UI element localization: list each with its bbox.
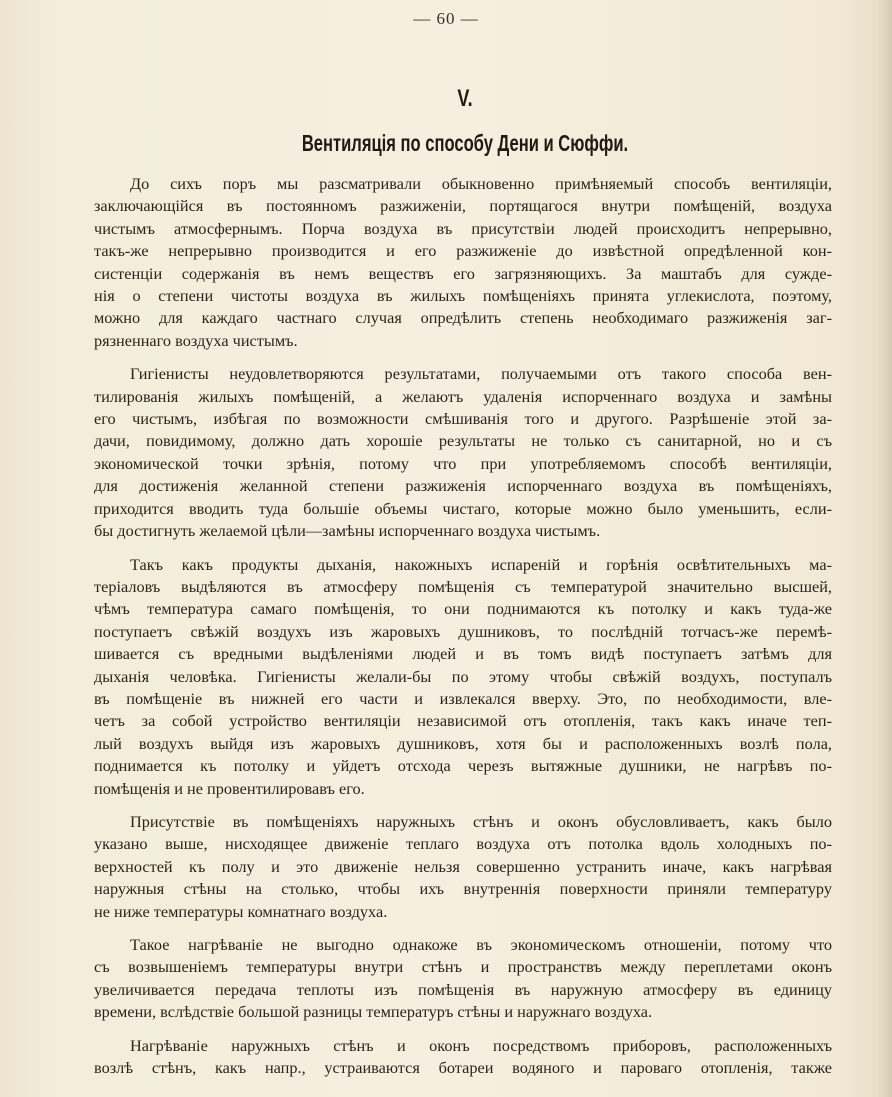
- text-line: помѣщенія и не провентилировавъ его.: [94, 778, 365, 798]
- text-line: рязненнаго воздуха чистымъ.: [94, 330, 298, 350]
- text-line: Такъ какъ продукты дыханія, накожныхъ испареній и горѣнія освѣтительныхъ ма-: [130, 554, 832, 574]
- paragraph: [94, 811, 832, 923]
- page-edge-shadow: [878, 0, 892, 1097]
- text-line: бы достигнуть желаемой цѣли—замѣны испорченнаго воздуха чистымъ.: [94, 521, 601, 541]
- text-line: съ возвышеніемъ температуры внутри стѣнъ и пространствъ между переплетами оконъ: [94, 957, 832, 977]
- text-line: лый воздухъ выйдя изъ жаровыхъ душниковъ, хотя бы и расположенныхъ возлѣ пола,: [94, 733, 832, 753]
- text-line: такъ-же непрерывно производится и его разжиженіе до извѣстной опредѣленной кон-: [94, 241, 832, 261]
- text-line: можно для каждаго частнаго случая опредѣлить степень необходимаго разжиженія заг-: [94, 308, 832, 328]
- body-text: [94, 173, 832, 1090]
- chapter-title: Вентиляція по способу Дени и Сюффи.: [301, 130, 629, 156]
- chapter-number: V.: [457, 85, 473, 112]
- text-line: систенціи содержанія въ немъ веществъ его загрязняющихъ. За маштабъ для сужде-: [94, 263, 832, 283]
- paragraph: [94, 173, 832, 352]
- text-line: Гигіенисты неудовлетворяются результатами, получаемыми отъ такого способа вен-: [130, 364, 832, 384]
- text-line: До сихъ поръ мы разсматривали обыкновенно примѣняемый способъ вентиляціи,: [130, 174, 832, 193]
- text-line: Такое нагрѣваніе не выгодно однакоже въ экономическомъ отношеніи, потому что: [130, 935, 832, 954]
- text-line: не ниже температуры комнатнаго воздуха.: [94, 901, 388, 921]
- text-line: дачи, повидимому, должно дать хорошіе результаты не только съ санитарной, но и съ: [94, 431, 832, 451]
- text-line: для достиженія желанной степени разжиженія испорченнаго воздуха въ помѣщеніяхъ,: [94, 476, 832, 496]
- text-line: въ помѣщеніе въ нижней его части и извлекался вверху. Это, по необходимости, вле-: [94, 688, 832, 708]
- text-line: нія о степени чистоты воздуха въ жилыхъ помѣщеніяхъ принята углекислота, поэтому,: [94, 286, 832, 306]
- paragraph: [94, 554, 832, 800]
- page-number: — 60 —: [413, 9, 479, 28]
- text-line: Присутствіе въ помѣщеніяхъ наружныхъ стѣнъ и оконъ обусловливаетъ, какъ было: [130, 811, 832, 831]
- text-line: теріаловъ выдѣляются въ атмосферу помѣщенія съ температурой значительно высшей,: [94, 576, 832, 596]
- text-line: четъ за собой устройство вентиляціи независимой отъ отопленія, такъ какъ иначе теп-: [94, 711, 832, 731]
- text-line: шивается съ вредными выдѣленіями людей и въ томъ видѣ поступаетъ затѣмъ для: [94, 644, 832, 664]
- text-line: увеличивается передача теплоты изъ помѣщенія въ наружную атмосферу въ единицу: [94, 979, 832, 999]
- text-line: экономической точки зрѣнія, потому что при употребляемомъ способѣ вентиляціи,: [94, 453, 832, 473]
- text-line: наружныя стѣны на столько, чтобы ихъ внутреннія поверхности приняли температуру: [94, 879, 832, 899]
- text-line: Нагрѣваніе наружныхъ стѣнъ и оконъ посредствомъ приборовъ, расположенныхъ: [130, 1035, 832, 1055]
- text-line: приходится вводить туда большіе объемы чистаго, которые можно было уменьшить, если-: [94, 498, 832, 518]
- text-line: чѣмъ температура самаго помѣщенія, то они поднимаются къ потолку и какъ туда-же: [94, 599, 832, 619]
- text-line: поступаетъ свѣжій воздухъ изъ жаровыхъ душниковъ, то послѣдній тотчасъ-же перемѣ-: [94, 621, 832, 641]
- paragraph: [94, 363, 832, 542]
- text-line: указано выше, нисходящее движеніе теплаго воздуха отъ потолка вдоль холодныхъ по-: [94, 834, 832, 854]
- text-line: его чистымъ, избѣгая по возможности смѣшиванія того и другого. Разрѣшеніе этой за-: [94, 409, 832, 429]
- text-line: заключающійся въ постоянномъ разжиженіи, портящагося внутри помѣщеній, воздуха: [94, 196, 832, 216]
- text-line: верхностей къ полу и это движеніе нельзя совершенно устранить иначе, какъ нагрѣвая: [94, 856, 832, 876]
- text-line: тилированія жилыхъ помѣщеній, а желаютъ удаленія испорченнаго воздуха и замѣны: [94, 386, 832, 406]
- paragraph: [94, 934, 832, 1024]
- text-line: возлѣ стѣнъ, какъ напр., устраиваются ботареи водяного и пароваго отопленія, также: [94, 1058, 832, 1078]
- text-line: поднимается къ потолку и уйдетъ отсхода черезъ вытяжные душники, не нагрѣвъ по-: [94, 756, 832, 776]
- text-line: дыханія человѣка. Гигіенисты желали-бы по этому чтобы свѣжій воздухъ, поступалъ: [94, 666, 832, 686]
- text-line: чистымъ атмосфернымъ. Порча воздуха въ присутствіи людей происходитъ непрерывно,: [94, 218, 832, 238]
- paragraph: [94, 1035, 832, 1080]
- text-line: времени, вслѣдствіе большой разницы температуръ стѣны и наружнаго воздуха.: [94, 1002, 653, 1022]
